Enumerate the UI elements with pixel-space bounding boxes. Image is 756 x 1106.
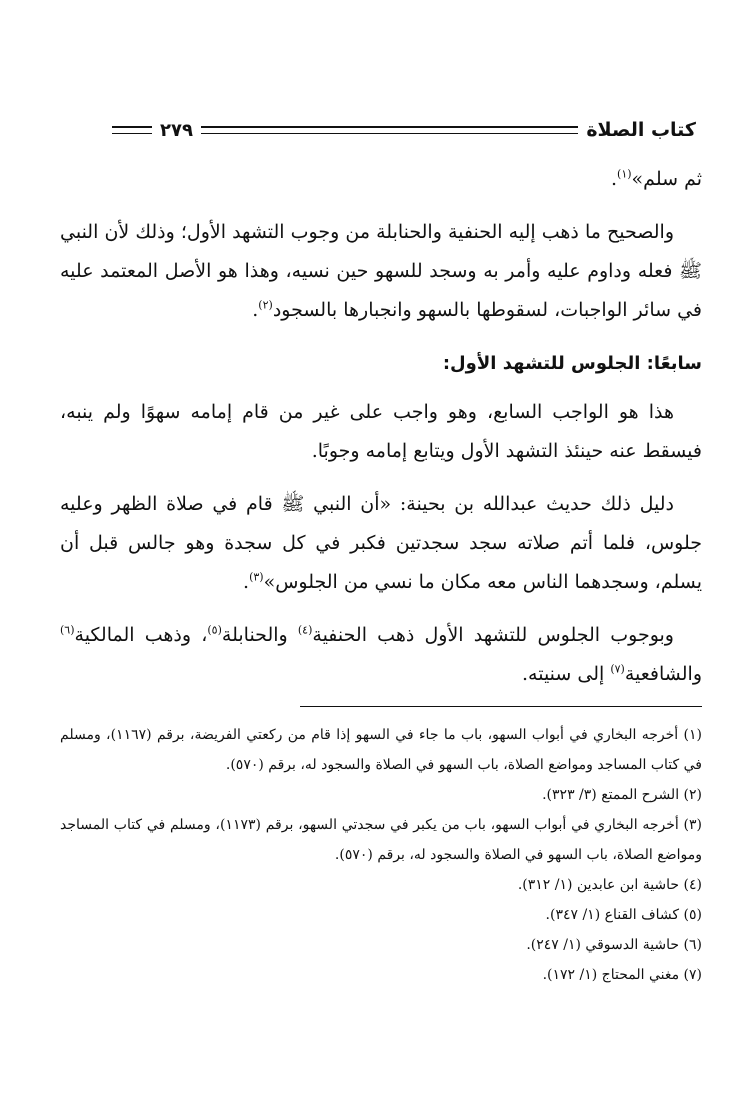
footnote-ref-3: (٣): [249, 570, 264, 584]
running-title: كتاب الصلاة: [586, 119, 696, 141]
footnote-6: (٦) حاشية الدسوقي (١/ ٢٤٧).: [526, 937, 702, 953]
paragraph-2: والصحيح ما ذهب إليه الحنفية والحنابلة من وجوب التشهد الأول؛ وذلك لأن النبي ﷺ فعله وداوم عليه وأمر به وسجد للسهو حين نسيه، وهذا هو الأصل المعتمد عليه في سائر الواجبات، لسقوطها بالسهو وانجبارها بالسجود$^{(٢)}$.: [60, 221, 702, 321]
footnotes: [60, 720, 702, 990]
main-text: [60, 160, 702, 694]
footnote-7: (٧) مغني المحتاج (١/ ١٧٢).: [542, 967, 702, 983]
footnote-ref-1: (١): [617, 167, 632, 181]
footnote-1: (١) أخرجه البخاري في أبواب السهو، باب ما جاء في السهو إذا قام من ركعتي الفريضة، برقم (١١٦٧)، ومسلم في كتاب المساجد ومواضع الصلاة، باب السهو في الصلاة والسجود له، برقم (٥٧٠).: [60, 727, 703, 773]
page-number: ٢٧٩: [160, 119, 193, 141]
footnote-ref-2: (٢): [258, 298, 273, 312]
footnote-5: (٥) كشاف القناع (١/ ٣٤٧).: [545, 907, 702, 923]
footnote-ref-5: (٥): [207, 623, 222, 637]
footnote-ref-4: (٤): [297, 623, 313, 637]
footnote-3: (٣) أخرجه البخاري في أبواب السهو، باب من يكبر في سجدتي السهو، برقم (١١٧٣)، ومسلم في كتاب المساجد ومواضع الصلاة، باب السهو في الصلاة والسجود له، برقم (٥٧٠).: [60, 817, 702, 863]
paragraph-5: وبوجوب الجلوس للتشهد الأول ذهب الحنفية$^{(٤)}$ والحنابلة$^{(٥)}$، وذهب المالكية$^{(٦)}$ والشافعية$^{(٧)}$ إلى سنيته.: [60, 623, 702, 685]
header-rule-long: [201, 126, 578, 134]
footnote-2: (٢) الشرح الممتع (٣/ ٣٢٣).: [542, 787, 702, 803]
page-header: [112, 117, 696, 143]
paragraph-4: دليل ذلك حديث عبدالله بن بحينة: «أن النبي ﷺ قام في صلاة الظهر وعليه جلوس، فلما أتم صلاته سجد سجدتين فكبر في كل سجدة وهو جالس قبل أن يسلم، وسجدهما الناس معه مكان ما نسي من الجلوس»$^{(٣)}$.: [60, 493, 702, 593]
footnote-ref-7: (٧): [610, 662, 625, 676]
section-heading: سابعًا: الجلوس للتشهد الأول:: [442, 353, 702, 374]
paragraph-1: ثم سلم»$^{(١)}$.: [610, 167, 702, 190]
footnote-ref-6: (٦): [60, 623, 75, 637]
paragraph-3: هذا هو الواجب السابع، وهو واجب على غير من قام إمامه سهوًا ولم ينبه، فيسقط عنه حينئذ التشهد الأول ويتابع إمامه وجوبًا.: [60, 401, 702, 462]
footnote-4: (٤) حاشية ابن عابدين (١/ ٣١٢).: [517, 877, 702, 893]
header-rule-short: [112, 126, 152, 134]
footnote-separator: [300, 706, 702, 707]
